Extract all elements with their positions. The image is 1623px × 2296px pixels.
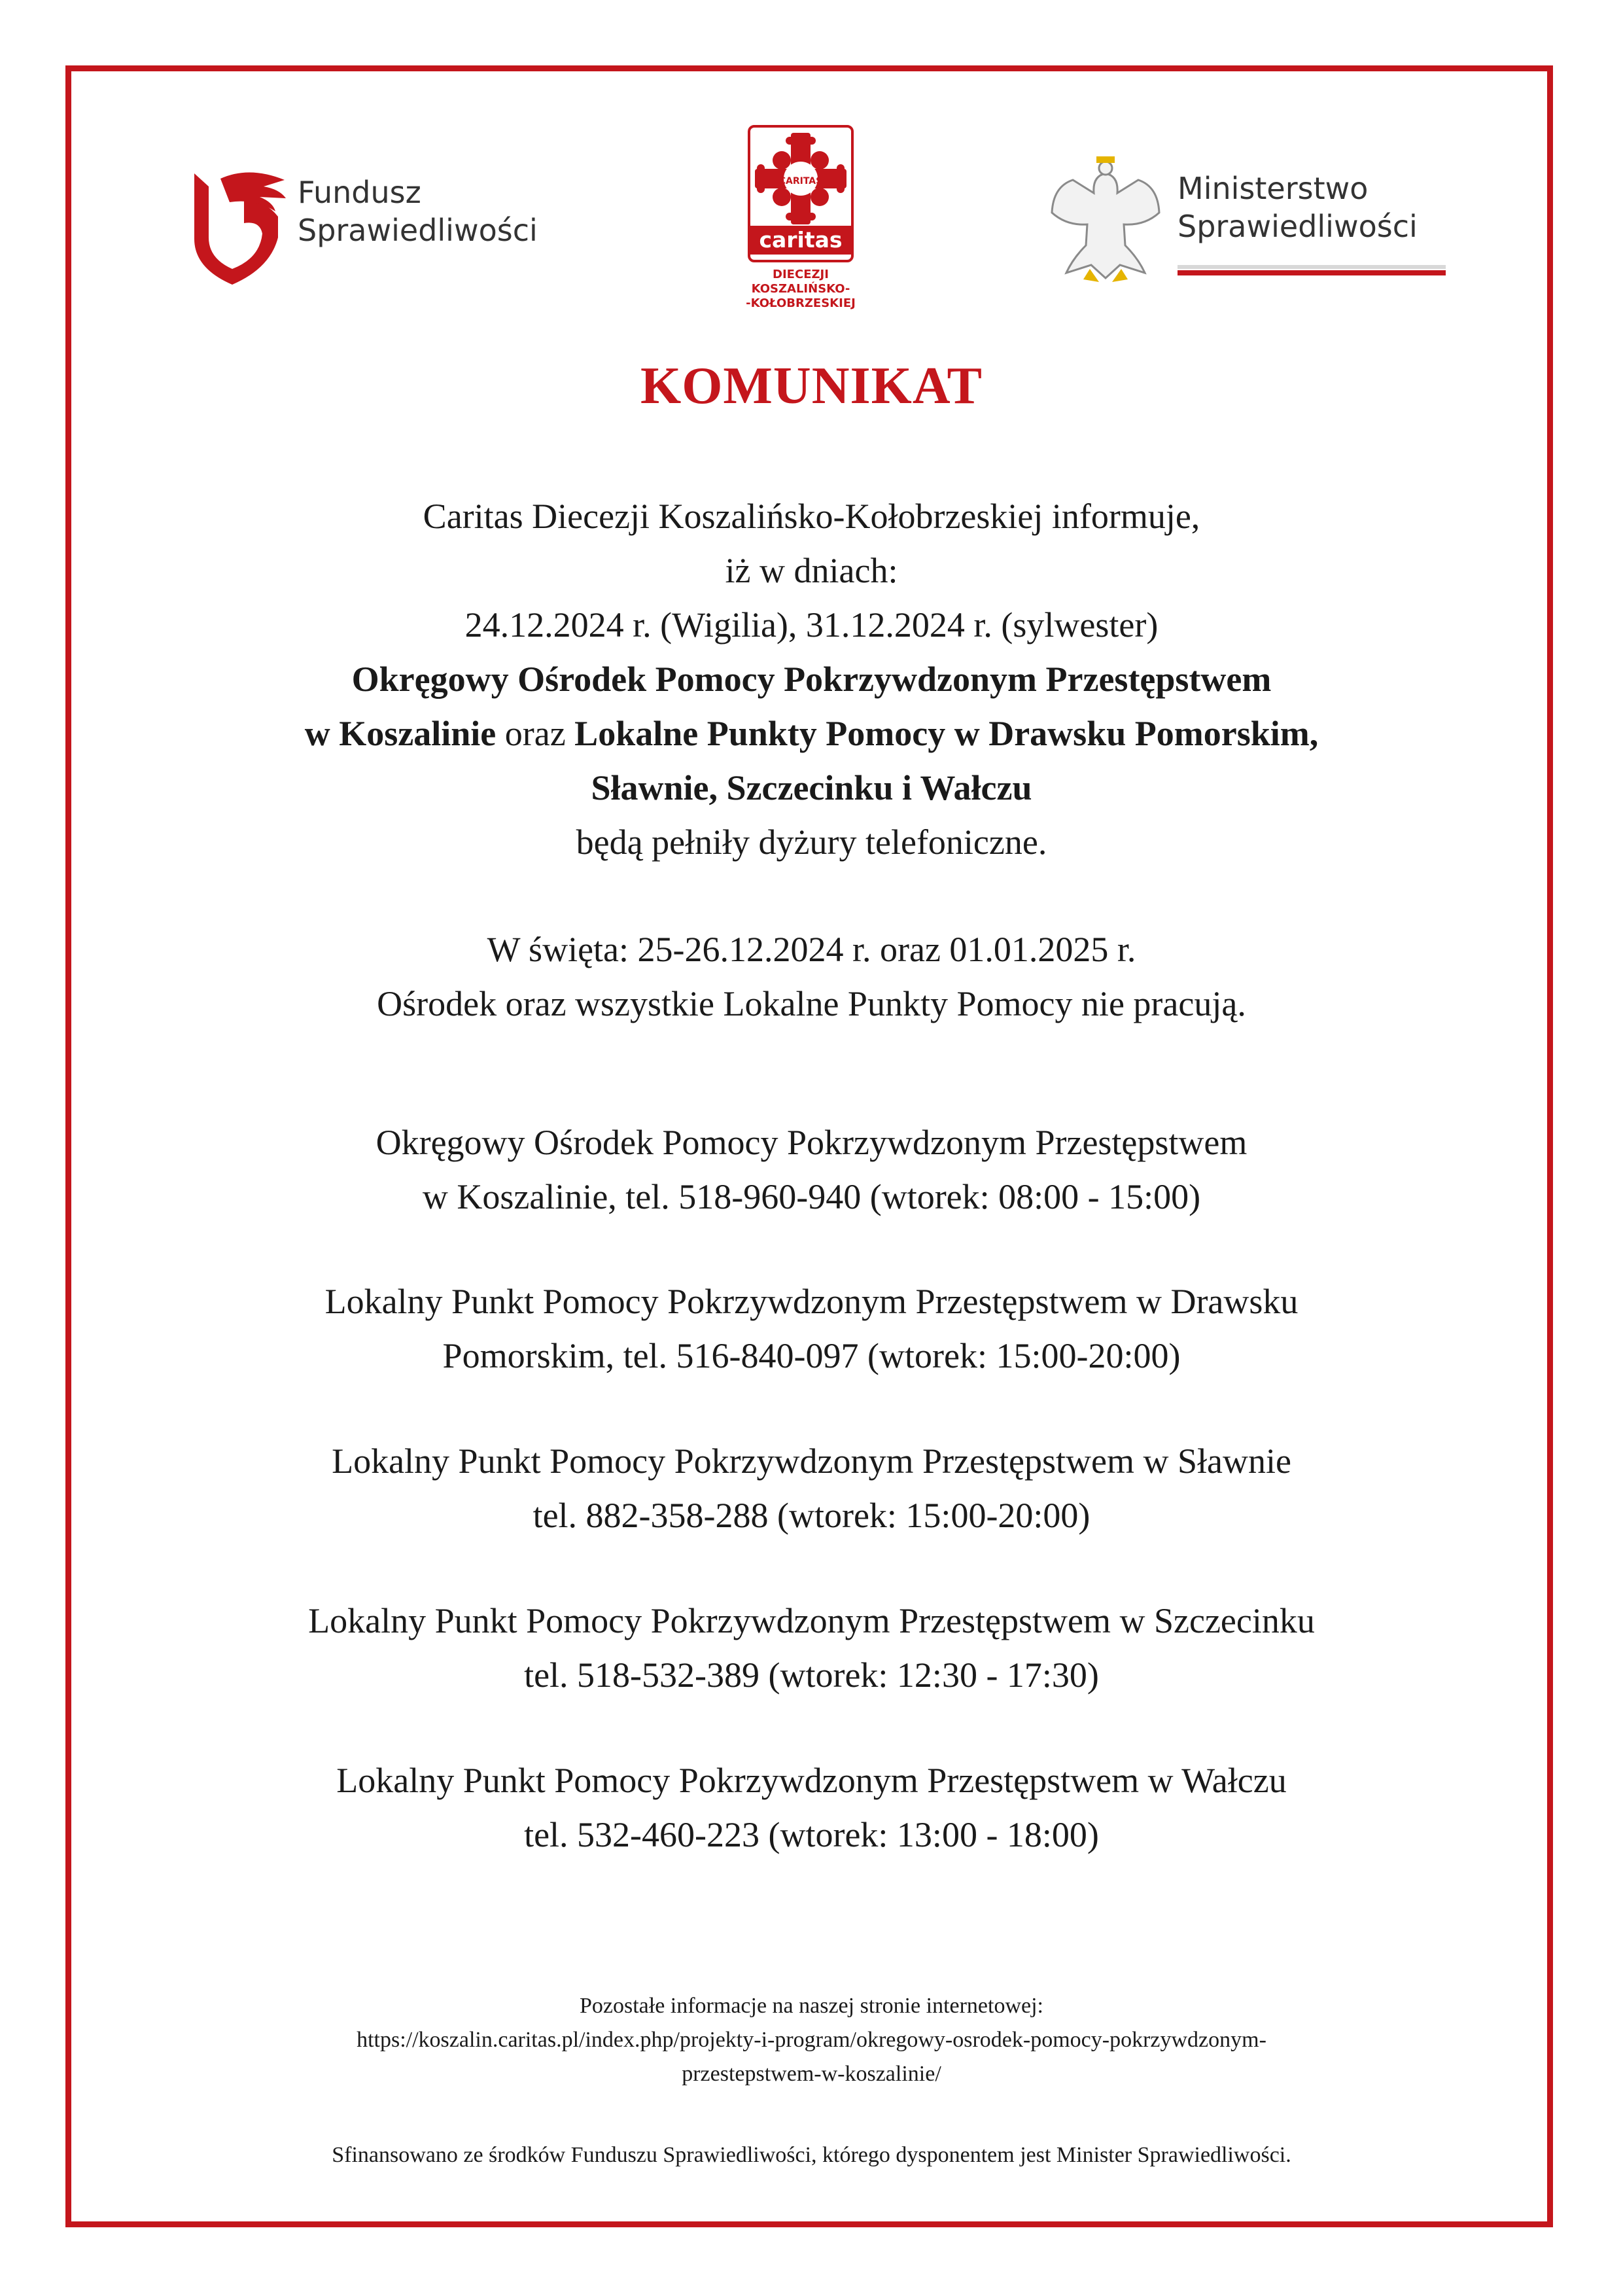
eagle-head-shield-icon (186, 160, 291, 291)
fundusz-sprawiedliwosci-logo (186, 160, 592, 291)
contact-5 (131, 1754, 1492, 1862)
intro-line3: 24.12.2024 r. (Wigilia), 31.12.2024 r. (sylwester) (464, 605, 1159, 645)
intro-line5-bold-b: Lokalne Punkty Pomocy w Drawsku Pomorskim, (574, 714, 1319, 753)
flag-white-stripe (1178, 265, 1446, 269)
contact-2-line1: Lokalny Punkt Pomocy Pokrzywdzonym Przestępstwem w Drawsku (324, 1282, 1299, 1321)
intro-line7: będą pełniły dyżury telefoniczne. (576, 822, 1047, 862)
caritas-logo (744, 121, 888, 324)
contact-4-line1: Lokalny Punkt Pomocy Pokrzywdzonym Przestępstwem w Szczecinku (308, 1601, 1315, 1640)
caritas-cross-icon (744, 128, 858, 232)
footer-funding-text: Sfinansowano ze środków Funduszu Sprawiedliwości, którego dysponentem jest Minister Sprawiedliwości. (332, 2143, 1291, 2167)
intro-line5-normal: oraz (496, 714, 575, 753)
flag-red-stripe (1178, 270, 1446, 275)
contact-3-line1: Lokalny Punkt Pomocy Pokrzywdzonym Przestępstwem w Sławnie (332, 1441, 1291, 1481)
caritas-logo-word: caritas (748, 226, 854, 255)
contact-1-line1: Okręgowy Ośrodek Pomocy Pokrzywdzonym Przestępstwem (375, 1123, 1248, 1162)
caritas-sub-line1: DIECEZJI (773, 268, 829, 281)
intro-line1: Caritas Diecezji Koszalińsko-Kołobrzeskiej informuje, (423, 497, 1200, 536)
contact-1 (131, 1116, 1492, 1224)
footer-info-text: Pozostałe informacje na naszej stronie internetowej: (579, 1994, 1044, 2018)
ministerstwo-logo-line2: Sprawiedliwości (1178, 209, 1418, 244)
intro-block (131, 489, 1492, 870)
fundusz-logo-line1: Fundusz (298, 175, 421, 210)
contact-3-line2: tel. 882-358-288 (wtorek: 15:00-20:00) (532, 1496, 1091, 1535)
intro-line4: Okręgowy Ośrodek Pomocy Pokrzywdzonym Przestępstwem (351, 660, 1272, 699)
contact-2 (131, 1275, 1492, 1383)
holidays-block (131, 923, 1492, 1031)
footer-info (131, 1989, 1492, 2091)
intro-line5-bold-a: w Koszalinie (304, 714, 497, 753)
fundusz-logo-line2: Sprawiedliwości (298, 213, 538, 248)
footer-funding (131, 2138, 1492, 2172)
contact-4 (131, 1594, 1492, 1703)
holidays-line2: Ośrodek oraz wszystkie Lokalne Punkty Pomocy nie pracują. (377, 984, 1246, 1023)
footer-url-line2[interactable]: przestepstwem-w-koszalinie/ (682, 2062, 941, 2086)
contact-4-line2: tel. 518-532-389 (wtorek: 12:30 - 17:30) (524, 1655, 1099, 1695)
contact-2-line2: Pomorskim, tel. 516-840-097 (wtorek: 15:00-20:00) (442, 1336, 1181, 1375)
white-eagle-icon (1047, 154, 1164, 285)
ministerstwo-logo-line1: Ministerstwo (1178, 171, 1369, 206)
intro-line6: Sławnie, Szczecinku i Wałczu (591, 768, 1032, 807)
intro-line2: iż w dniach: (725, 551, 898, 590)
ministerstwo-sprawiedliwosci-logo (1047, 154, 1452, 298)
caritas-box-text: CARITAS (778, 176, 823, 186)
intro-line5 (131, 707, 1492, 761)
caritas-sub-line3: -KOŁOBRZESKIEJ (746, 296, 856, 310)
caritas-logo-subtitle (728, 268, 873, 311)
contact-3 (131, 1434, 1492, 1543)
contact-5-line1: Lokalny Punkt Pomocy Pokrzywdzonym Przestępstwem w Wałczu (336, 1761, 1287, 1800)
holidays-line1: W święta: 25-26.12.2024 r. oraz 01.01.2025 r. (487, 930, 1136, 969)
page-title: KOMUNIKAT (640, 357, 983, 415)
contact-5-line2: tel. 532-460-223 (wtorek: 13:00 - 18:00) (524, 1815, 1099, 1854)
footer-url-line1[interactable]: https://koszalin.caritas.pl/index.php/projekty-i-program/okregowy-osrodek-pomocy-pokrzywdzonym- (357, 2028, 1266, 2052)
contact-1-line2: w Koszalinie, tel. 518-960-940 (wtorek: 08:00 - 15:00) (422, 1177, 1201, 1216)
caritas-sub-line2: KOSZALIŃSKO- (751, 282, 850, 296)
